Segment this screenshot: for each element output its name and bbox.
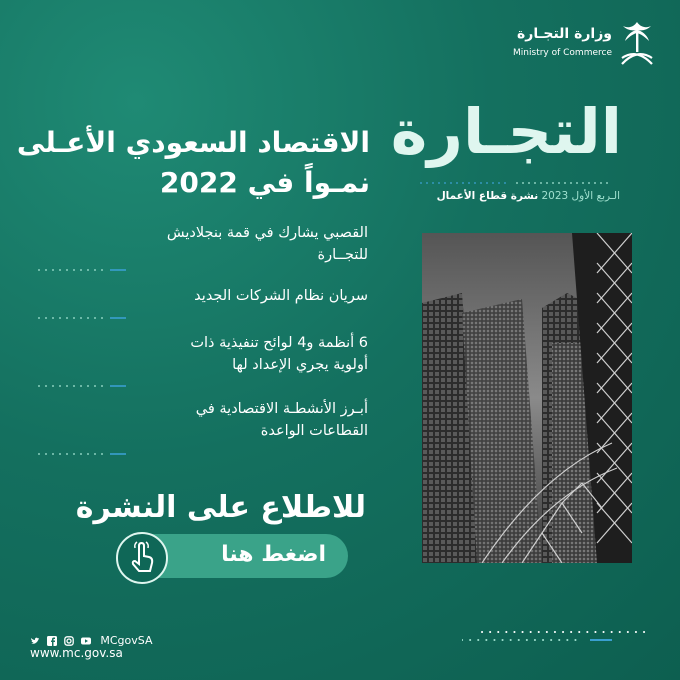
ministry-name-ar: وزارة التجـارة bbox=[517, 26, 612, 42]
news-item-1-line-2: للتجــارة bbox=[317, 247, 368, 263]
news-item-3-line-1: 6 أنظمة و4 لوائح تنفيذية ذات bbox=[190, 335, 368, 351]
brand-subtitle-newsletter: نشرة قطاع الأعمال bbox=[436, 190, 539, 202]
cta-title: للاطلاع على النشرة bbox=[75, 490, 366, 525]
item-separator bbox=[38, 314, 368, 322]
headline bbox=[16, 123, 370, 203]
headline-line-1: الاقتصاد السعودي الأعـلى bbox=[16, 126, 370, 159]
item-separator bbox=[38, 266, 368, 274]
website-url[interactable]: www.mc.gov.sa bbox=[30, 646, 123, 660]
click-here-button[interactable] bbox=[118, 534, 348, 578]
news-item-2 bbox=[38, 285, 368, 307]
instagram-icon[interactable] bbox=[64, 636, 74, 646]
news-item-4 bbox=[38, 398, 368, 442]
social-handle[interactable]: MCgovSA bbox=[100, 634, 153, 647]
click-here-label: اضغط هنا bbox=[221, 542, 326, 567]
headline-line-2: نمـواً في 2022 bbox=[159, 166, 370, 199]
news-item-1-line-1: القصبي يشارك في قمة بنجلاديش bbox=[166, 225, 368, 241]
brand-dotted-line bbox=[420, 178, 610, 188]
building-illustration bbox=[422, 233, 632, 563]
item-separator bbox=[38, 450, 368, 458]
brand-title: التجـارة bbox=[390, 95, 622, 168]
ministry-name-en: Ministry of Commerce bbox=[513, 48, 612, 58]
social-links bbox=[30, 630, 152, 646]
facebook-icon[interactable] bbox=[47, 636, 57, 646]
palm-swords-emblem-icon bbox=[616, 18, 658, 70]
news-item-3-line-2: أولوية يجري الإعداد لها bbox=[232, 357, 368, 373]
brand-subtitle-quarter: الـربع الأول 2023 bbox=[541, 190, 620, 202]
riyadh-towers-photo bbox=[422, 233, 632, 563]
tap-hand-icon[interactable] bbox=[116, 532, 168, 584]
twitter-icon[interactable] bbox=[30, 636, 40, 646]
ministry-logo bbox=[513, 18, 658, 78]
youtube-icon[interactable] bbox=[81, 636, 91, 646]
news-item-4-line-2: القطاعات الواعدة bbox=[260, 423, 368, 439]
news-item-4-line-1: أبـرز الأنشطـة الاقتصادية في bbox=[195, 401, 368, 417]
news-item-3 bbox=[38, 332, 368, 376]
item-separator bbox=[38, 382, 368, 390]
footer-dotted-line bbox=[462, 628, 652, 644]
news-item-2-line-1: سريان نظام الشركات الجديد bbox=[194, 288, 368, 304]
brand-subtitle bbox=[370, 190, 620, 206]
news-item-1 bbox=[38, 222, 368, 266]
